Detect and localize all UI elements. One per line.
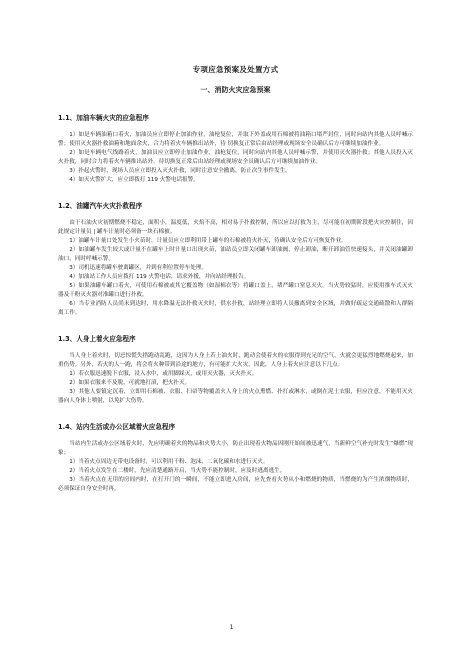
section-heading: 1.2、油罐汽车火灾扑救程序 bbox=[58, 202, 143, 210]
paragraph: 1）如是车辆油箱口着火，加油员应立即停止加油作业，油枪复位，并取下外盖或用石棉被将油箱口堵严封住，同时向站内其他人员呼喊示警；使用灭火器扑救油箱和地面余火，合力将着火车辆推出站外，待 切换复正常后由站经理或现场安全员确认后方可继续加油作业。 bbox=[58, 132, 413, 147]
paragraph: 3）扑起火警时，现场人员应立即投入灭火扑救，同时注意安全撤离，防止次生事件发生。 bbox=[69, 168, 291, 174]
document-title: 专项应急预案及处置方式 bbox=[192, 65, 279, 74]
section-person-fire bbox=[58, 333, 413, 406]
section-heading: 1.1、加油车辆火灾的应急程序 bbox=[58, 114, 149, 122]
paragraph: 2）如是车辆电气线路着火，加油员应立即停止加油作业，油枪复位，同时向站内其他人员呼喊示警，并使用灭火器扑救；其他人员投入灭火扑救，同时合力将着火车辆推出站外，待切换复正常后由站经理或现场安全员确认后方可继续加油作业。 bbox=[58, 150, 413, 165]
section-heading: 1.3、人身上着火应急程序 bbox=[58, 335, 136, 343]
section-tanker-fire bbox=[58, 200, 413, 318]
paragraph: 3）其他人要镇定沉着，立即用石棉被、衣服、扫帚等物覆盖火人身上的火点熏燃、扑打或淋水，或倒在泥土衣服，但应注意，不能用灭火器向人身体上喷射，以免扩大伤势。 bbox=[58, 389, 413, 404]
section-office-fire bbox=[58, 421, 413, 494]
section-vehicle-fire bbox=[58, 112, 413, 185]
paragraph: 4）如灭火警扩大，应立即拨打 119 火警电话报警。 bbox=[69, 177, 199, 183]
paragraph: 5）如果油罐车罐口着火，可使用石棉被或其它覆盖物（如湿棉衣等）将罐口盖上，堵严罐口窒息灭火。当火势较猛时，应使用推车式灭火器及干粉灭火器对准罐口进行扑救。 bbox=[58, 283, 413, 298]
document-subtitle: 一、消防火灾应急预案 bbox=[200, 86, 271, 94]
section-heading: 1.4、站内生活或办公区域着火应急程序 bbox=[58, 423, 176, 431]
paragraph: 当站内生活或办公区域着火时，先应明确着火的物品和火势大小，防止出现着火物品因刚开始间被迅速气，当新鲜空气补充时发生“爆燃”现象； bbox=[58, 441, 413, 456]
paragraph: 当人身上着火时，切忌惊慌失措跑动乱跑，这因为人身上若上油火时，跑动会使着火的衣服得到充足的空气，火就会更猛烈地燃烧起来，加重伤势。另外，若火的人一跑，将会将火种带到沿途的地方，有可能扩大火灾。因此，人身上着火应注意以下几点： bbox=[58, 353, 413, 368]
paragraph: 1）若衣服迅速脱下衣服，浸入水中，或用脚踩灭，或用灭火器，灭火扑灭。 bbox=[69, 371, 258, 377]
paragraph: 由于石油火灾初期燃烧不稳定，面积小，温度低，火焰不高，相对易于扑救控制，所以应以打救为主，尽可能在初期阶段把火灾控制住，因此规定计量员 | 罐车计量时必须备一块石棉被。 bbox=[58, 220, 413, 235]
paragraph: 3）当着火点在无用的房间内时，在打开门的一瞬间，不能立即进入房间，应先查看火势从小和燃烧的物质，当燃烧的为产生浓烟物质时，必须保证自身安全时再。 bbox=[58, 477, 413, 492]
paragraph: 2）如果衣服来不及脱，可就地打滚，把火扑灭。 bbox=[69, 380, 191, 386]
paragraph: 2）如油罐车发生较大或计量不在罐车上时计量口出现火苗，油站员立即关闭罐车卸油阀，停止卸油，断开卸油管快速接头，并关闭油罐卸油口，同时呼喊示警。 bbox=[58, 247, 413, 262]
paragraph: 1）当着火点周边无带电设备时，可以利用干粉、泡沫、二氧化碳和水进行灭火。 bbox=[69, 459, 269, 465]
paragraph: 6）当专业消防人员尚未到达时，用水降温无法扑救灭火时，供水扑救，站经理立即将人员撤离到安全区域，并做好疏运交通疏散和人群隔离工作。 bbox=[58, 301, 413, 316]
paragraph: 4）加油站工作人员应拨打 119 火警电话，请求外援，并向站经理报告。 bbox=[69, 274, 250, 280]
paragraph: 2）当着火点发生在二楼时，先应清楚通路开启，当火势不能控制时，应及时逃离逃生。 bbox=[69, 468, 286, 474]
paragraph: 3）司机迅速将罐车驶离罐区，并到有利位置停车处理。 bbox=[69, 265, 207, 271]
paragraph: 1）油罐车计量口处发生小火苗时，计量员应立即利用带上罐车的石棉被将火扑灭，待确认安全后方可恢复作业。 bbox=[69, 238, 347, 244]
page-number: 1 bbox=[229, 624, 234, 631]
